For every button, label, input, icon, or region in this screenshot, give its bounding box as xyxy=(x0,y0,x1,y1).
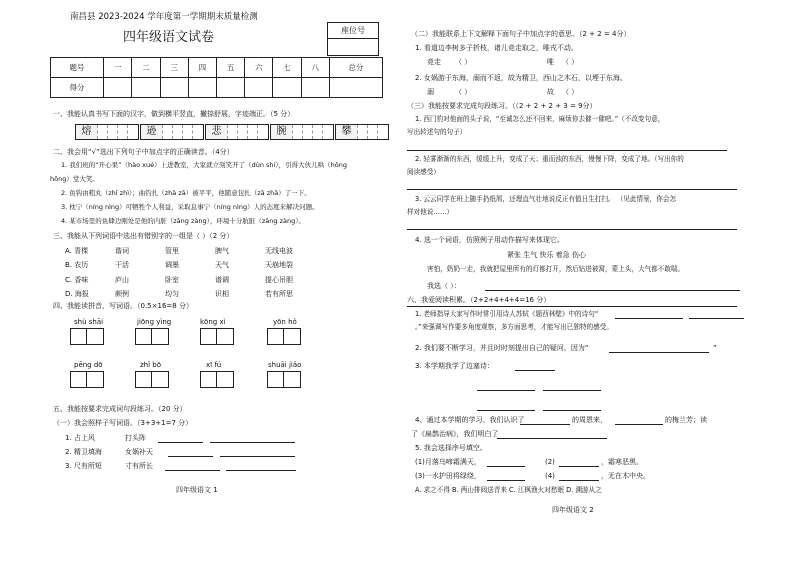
q2-s1b: hōng）堂大笑。 xyxy=(50,175,99,183)
model-char: 熔 xyxy=(76,125,98,139)
answer-line[interactable] xyxy=(609,352,709,353)
q5-item2: 2. 精卫填海 xyxy=(65,448,102,456)
q5-item3b: 寸有所长 xyxy=(125,462,153,470)
pinyin: xī fú xyxy=(206,361,222,369)
score-input[interactable] xyxy=(329,78,382,98)
c5-item: ，霜寒恶黑。 xyxy=(601,458,643,466)
answer-line[interactable] xyxy=(158,442,203,443)
a2-sentence: 2. 女娲游于东海，溺而不返，故为精卫，西山之木石，以堙于东海。 xyxy=(415,74,627,82)
q2-s3: 3. 枕宁（níng nìng）可牺牲个人利益，采取息事宁（níng nìng）人的态度来解决问题。 xyxy=(61,203,319,211)
score-header-cell: 题号 xyxy=(51,58,104,78)
writing-grid[interactable] xyxy=(135,371,169,388)
c5-options: A. 求之不得 B. 两山排闼送青来 C. 江枫渔火对愁眠 D. 溯游从之 xyxy=(415,486,602,494)
q2-heading: 二、我会用“√”选出下列句子中加点字的正确读音。（4分） xyxy=(53,148,234,156)
writing-grid[interactable] xyxy=(200,328,234,345)
score-input[interactable] xyxy=(132,78,160,98)
answer-line[interactable] xyxy=(220,456,295,457)
page-footer: 四年级语文 1 xyxy=(176,486,218,494)
c5-item: ，无在木中央。 xyxy=(601,472,650,480)
answer-line[interactable] xyxy=(485,290,740,291)
answer-line[interactable] xyxy=(407,229,737,230)
model-char: 悲 xyxy=(206,125,228,139)
exam-title: 南昌县 2023-2024 学年度第一学期期末质量检测 xyxy=(70,12,258,22)
c4-line: 了《扁鹊治病》，我们明白了 xyxy=(411,430,499,438)
score-input[interactable] xyxy=(216,78,244,98)
score-header-cell: 七 xyxy=(273,58,301,78)
score-header-cell: 四 xyxy=(188,58,216,78)
writing-grid[interactable] xyxy=(70,328,104,345)
q5-heading: 五、我能按要求完成词句段练习。（20 分） xyxy=(53,405,187,413)
answer-line[interactable] xyxy=(559,466,599,467)
q2-s4: 4. 某市场里的鱼肆边刚处是他的内脏（zāng zàng），环境十分肮脏（zāng zàng）。 xyxy=(61,217,305,225)
q3-heading: 三、我能从下列词语中选出有错别字的一组是（ ）（2 分） xyxy=(53,232,234,240)
score-input[interactable] xyxy=(188,78,216,98)
answer-line[interactable] xyxy=(407,189,737,190)
score-input[interactable] xyxy=(160,78,188,98)
q5-sub1: （一）我会照样子写词语。（3+3+1=7 分） xyxy=(53,419,193,427)
b2-line: 阅读感受） xyxy=(407,168,440,176)
c4-line: 的梅兰芳；读 xyxy=(665,416,707,424)
score-table xyxy=(50,57,383,98)
q3-options: A. 青棵 谐词 管里 脾气 无线电波 B. 农历 干活 调墨 天气 天崩地裂 C. 香味 庐山 卧室 谱调 提心吊胆 D. 海报 颇例 均匀 识相 若有所思 xyxy=(65,247,293,299)
score-header-cell: 总分 xyxy=(329,58,382,78)
bracket: （ ） xyxy=(455,58,472,66)
b4-words: 紧张 生气 快乐 着急 伤心 xyxy=(507,251,586,259)
c4-line: 的周恩来， xyxy=(572,416,607,424)
q4-heading: 四、我能读拼音，写词语。（0.5×16=8 分） xyxy=(53,302,193,310)
q5-item1b: 打头阵 xyxy=(125,434,146,442)
score-header-cell: 八 xyxy=(301,58,329,78)
answer-line[interactable] xyxy=(615,318,683,319)
writing-grid[interactable] xyxy=(70,371,104,388)
a1-word: 唯 xyxy=(547,58,554,66)
seat-label: 座位号 xyxy=(328,23,378,39)
bracket: （ ） xyxy=(562,88,579,96)
answer-line[interactable] xyxy=(477,410,535,411)
answer-line[interactable] xyxy=(615,424,663,425)
pinyin: pēng dō xyxy=(74,361,103,369)
pinyin: zhǐ bō xyxy=(140,361,162,369)
score-header-cell: 一 xyxy=(104,58,132,78)
answer-line[interactable] xyxy=(689,318,744,319)
answer-line[interactable] xyxy=(226,470,296,471)
b2-line: 2. 轻雾渐渐的东西，缓缓上升，变成了天；重而浊的东西，慢慢下降，变成了地。（写出你的 xyxy=(415,155,684,163)
answer-line[interactable] xyxy=(168,456,213,457)
pinyin: kōng xì xyxy=(200,318,226,326)
q5-item2b: 女娲补天 xyxy=(125,448,153,456)
seat-box xyxy=(327,22,379,56)
q1-heading: 一、我能认真书写下面的汉字，做到横平竖直，撇捺舒展，字迹端正。（5 分） xyxy=(53,110,295,118)
c1-line: 1. 老师指导大家写作时常引用诗人苏轼《题西林壁》中的诗句“ xyxy=(415,310,599,318)
model-char: 逊 xyxy=(141,125,163,139)
c5-item: (1)月落乌啼霜满天， xyxy=(415,458,481,466)
q2-s2: 2. 鱼钩由粗丸（zhǐ zhì）；曲钓扎（zhā zā）被平平，他随意包扎（zā zhā）了一下。 xyxy=(61,189,311,197)
bracket: （ ） xyxy=(562,58,579,66)
answer-line[interactable] xyxy=(520,424,570,425)
score-header-cell: 三 xyxy=(160,58,188,78)
a2-word: 故 xyxy=(547,88,554,96)
a2-word: 溺 xyxy=(427,88,434,96)
score-header-cell: 六 xyxy=(245,58,273,78)
b3-line: 3. 云云同学在班上随手扔纸屑，还理直气壮地说反正有值日生打扫。 （见此情景，你会怎 xyxy=(415,195,677,203)
answer-line[interactable] xyxy=(487,466,525,467)
writing-grid[interactable] xyxy=(200,371,234,388)
pinyin: jiōng yìng xyxy=(137,318,172,326)
c5-item: (3)一水护田将绿绕， xyxy=(415,472,481,480)
answer-line[interactable] xyxy=(165,470,220,471)
answer-line[interactable] xyxy=(477,390,535,391)
model-char: 攀 xyxy=(336,125,358,139)
c1-line: 。”来强调写作要多角度观察，多方面思考，才能写出已独特的感受。 xyxy=(415,323,613,331)
writing-grid[interactable] xyxy=(135,328,169,345)
answer-line[interactable] xyxy=(487,480,525,481)
answer-line[interactable] xyxy=(559,480,599,481)
model-char: 腕 xyxy=(271,125,293,139)
writing-grid[interactable] xyxy=(267,328,301,345)
a1-sentence: 1. 看道边李树多子折枝，诸儿竞走取之，唯戎不动。 xyxy=(415,44,578,52)
b4-example: 害怕，奶奶一走，我就把屋里所有的灯都打开，然后钻进被窝，蒙上头，大气都不敢喘。 xyxy=(427,265,685,273)
score-header-cell: 五 xyxy=(216,58,244,78)
paper-title: 四年级语文试卷 xyxy=(123,30,215,45)
answer-line[interactable] xyxy=(210,442,295,443)
c2-line: 2. 我们要不断学习，并且时时刻提出自己的疑问，因为“ xyxy=(415,344,589,352)
score-row-label: 得分 xyxy=(51,78,104,98)
section6-heading: 六、我爱阅读积累。（2+2+4+4+4=16 分） xyxy=(407,296,551,304)
q5-item1: 1. 占上风 xyxy=(65,434,95,442)
c3-line: 3. 本学期我学了边塞诗： xyxy=(415,362,494,370)
c4-line: 4、通过本学期的学习、我们认识了 xyxy=(415,416,525,424)
score-input[interactable] xyxy=(301,78,329,98)
c5-item: (2) xyxy=(545,458,555,466)
score-input[interactable] xyxy=(104,78,132,98)
b3-line: 样对他说……） xyxy=(407,208,454,216)
close-quote: ” xyxy=(713,344,717,352)
answer-line[interactable] xyxy=(543,410,601,411)
pinyin: shuāi jiǎo xyxy=(268,361,302,369)
score-input[interactable] xyxy=(273,78,301,98)
b4-prompt: 4. 选一个词语，仿照例子用动作描写来体现它。 xyxy=(415,236,564,244)
answer-line[interactable] xyxy=(515,370,555,371)
tianzige-row xyxy=(75,124,389,140)
bracket: （ ） xyxy=(455,88,472,96)
answer-line[interactable] xyxy=(407,306,737,307)
page-footer: 四年级语文 2 xyxy=(552,506,594,514)
answer-line[interactable] xyxy=(497,438,607,439)
score-input[interactable] xyxy=(245,78,273,98)
q2-s1: 1. 我们班的“开心果”（hào xué）上进教室，大家就立刻笑开了（dùn shí），引得大伙儿哄（hǒng xyxy=(61,161,347,169)
section2-heading: （二）我能联系上下文解释下面句子中加点字的意思。（2 + 2 = 4分） xyxy=(411,30,631,38)
b4-choice: 我选（ ）： xyxy=(427,282,461,290)
score-header-cell: 二 xyxy=(132,58,160,78)
c5-item: (4) xyxy=(545,472,555,480)
pinyin: yōn hǒ xyxy=(273,318,297,326)
answer-line[interactable] xyxy=(407,150,727,151)
right-page xyxy=(397,0,794,561)
pinyin: shù shāi xyxy=(74,318,104,326)
writing-grid[interactable] xyxy=(267,371,301,388)
a1-word: 竞走 xyxy=(427,58,441,66)
b1-line: 写出转述句的句子） xyxy=(407,128,467,136)
q5-item3: 3. 尺有所短 xyxy=(65,462,102,470)
section3-heading: （三）我能按要求完成句段练习。（（2 + 2 + 2 + 3 = 9分） xyxy=(407,102,597,110)
c5-prompt: 5. 我会选择序号填空。 xyxy=(415,444,487,452)
b1-line: 1. 西门豹对他面的头子说，“至诚怎么还不回来，麻烦你去催一催吧。”（不改变句意， xyxy=(415,115,665,123)
answer-line[interactable] xyxy=(543,390,601,391)
